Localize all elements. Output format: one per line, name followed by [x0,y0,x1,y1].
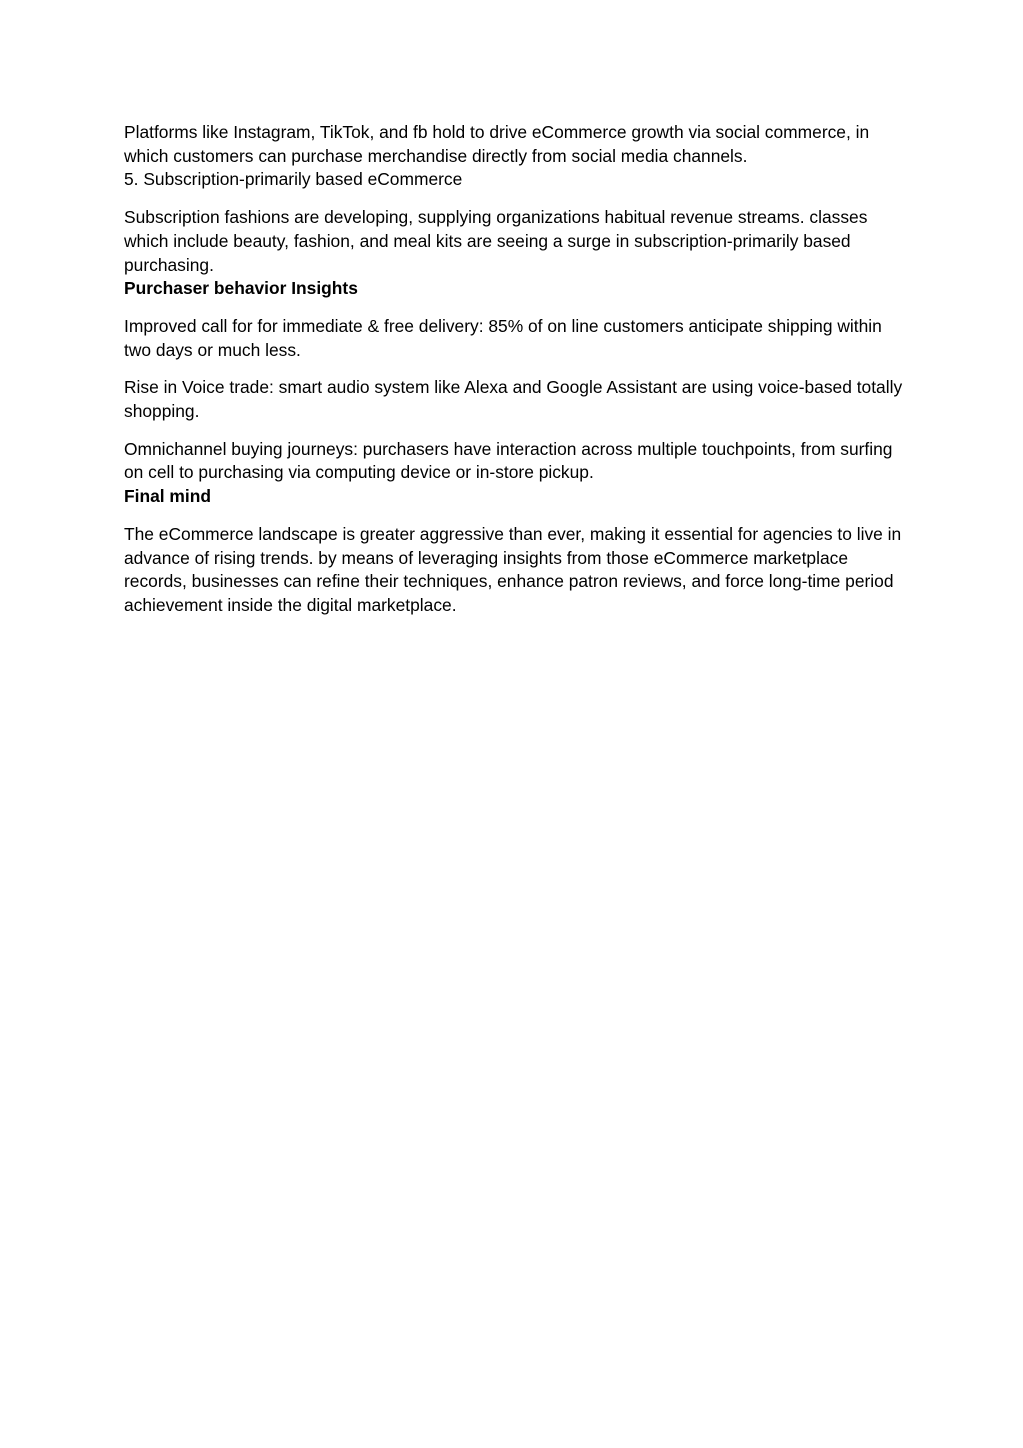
intro-paragraph: Platforms like Instagram, TikTok, and fb hold to drive eCommerce growth via social commerce, in which customers can purchase merchandise directly from social media channels. [124,122,870,166]
insights-heading: Purchaser behavior Insights [124,278,358,299]
final-heading: Final mind [124,486,211,507]
final-paragraph: The eCommerce landscape is greater aggressive than ever, making it essential for agencies to live in advance of rising trends. by means of leveraging insights from those eCommerce marketplace records, businesses can refine their techniques, enhance patron reviews, and force long-time period achievement inside the digital marketplace. [124,523,902,615]
insight-item-delivery: Improved call for for immediate & free delivery: 85% of on line customers anticipate shipping within two days or much less. [124,315,882,360]
insight-item-voice: Rise in Voice trade: smart audio system like Alexa and Google Assistant are using voice-based totally shopping. [124,377,903,422]
subscription-paragraph: Subscription fashions are developing, supplying organizations habitual revenue streams. classes which include beauty, fashion, and meal kits are seeing a surge in subscription-primarily based purchasing. [124,207,868,275]
subscription-heading: 5. Subscription-primarily based eCommerce [124,169,463,190]
document-page [124,121,904,618]
insight-item-omnichannel: Omnichannel buying journeys: purchasers have interaction across multiple touchpoints, from surfing on cell to purchasing via computing device or in-store pickup. [124,438,893,483]
